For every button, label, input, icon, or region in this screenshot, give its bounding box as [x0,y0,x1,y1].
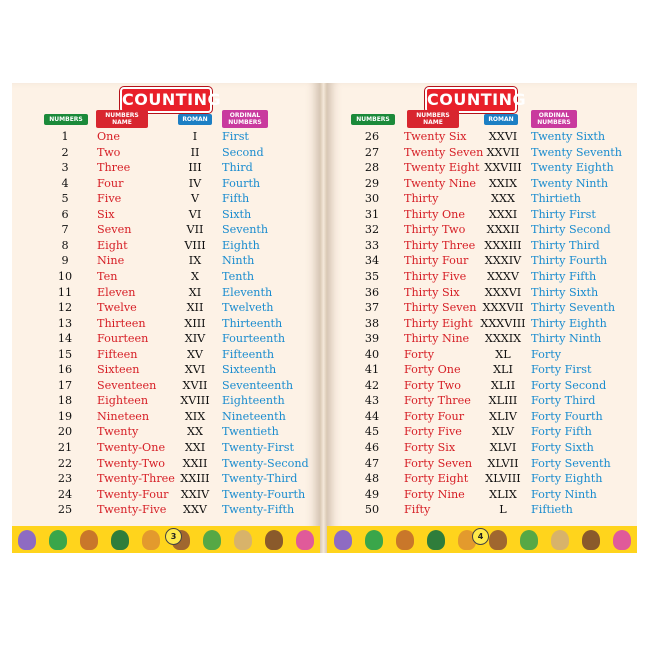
ordinal-cell: Forty [531,347,562,361]
number-name-cell: Sixteen [97,363,140,377]
ordinal-cell: Sixth [222,207,252,221]
number-cell: 43 [364,394,380,408]
number-cell: 21 [57,441,73,454]
ordinal-cell: Forty Sixth [531,441,594,454]
parrot-icon [49,530,67,550]
table-row [327,300,637,316]
number-name-cell: One [97,130,120,143]
table-row [327,502,637,518]
ordinal-cell: Forty Fifth [531,425,592,439]
ordinal-cell: Thirty Third [531,238,600,252]
number-name-cell: Eighteen [97,394,149,408]
butterfly-icon [613,530,631,550]
table-row [12,238,320,254]
dinosaur-icon [18,530,36,550]
roman-cell: XVIII [180,394,210,408]
ordinal-cell: First [222,130,249,143]
number-name-cell: Thirty Six [404,285,460,299]
number-name-cell: Thirty Five [404,269,467,283]
number-name-cell: Two [97,145,121,159]
numbers-header: NUMBERS [44,114,88,125]
ordinal-cell: Eleventh [222,285,273,299]
number-cell: 46 [364,441,380,454]
table-row [12,191,320,207]
lion-icon [396,530,414,550]
number-cell: 7 [61,223,69,237]
roman-cell: XXXIII [484,238,522,252]
table-row [327,409,637,425]
number-cell: 28 [364,161,380,175]
number-name-cell: Forty [404,347,435,361]
table-row [327,176,637,192]
roman-cell: XXIX [488,176,518,190]
parrot-icon [365,530,383,550]
table-row [327,440,637,456]
number-name-cell: Eleven [97,285,136,299]
peacock-icon [111,530,129,550]
ordinal-cell: Twenty Sixth [531,130,606,143]
lion-icon [80,530,98,550]
ordinal-cell: Forty Second [531,378,607,392]
roman-cell: XXVIII [484,161,522,175]
roman-cell: II [190,145,200,159]
number-name-cell: Forty Nine [404,487,465,501]
roman-cell: IV [188,176,202,190]
table-row [12,129,320,145]
table-row [327,456,637,472]
roman-cell: VII [186,223,204,237]
ordinal-cell: Twelveth [222,301,274,315]
ordinal-cell: Thirty Ninth [531,332,602,346]
number-name-cell: Eight [97,238,128,252]
number-name-cell: Thirty Four [404,254,469,268]
crocodile-icon [520,530,538,550]
table-row [12,471,320,487]
number-name-cell: Thirty Two [404,223,466,237]
roman-cell: XLIV [489,409,517,423]
table-row [327,393,637,409]
table-row [327,316,637,332]
table-row [12,424,320,440]
page-number: 4 [472,528,489,545]
number-name-cell: Forty Five [404,425,462,439]
ordinal-cell: Twenty-Second [222,456,309,470]
numbers-name-header: NUMBERS NAME [407,110,459,128]
number-name-cell: Five [97,192,122,206]
roman-cell: XVII [182,378,208,392]
table-row [327,129,637,145]
table-row [327,424,637,440]
number-name-cell: Thirty One [404,207,465,221]
table-row [327,222,637,238]
table-row [327,378,637,394]
roman-cell: XV [186,347,204,361]
number-cell: 50 [364,503,380,517]
roman-cell: XLVIII [485,472,521,486]
number-name-cell: Twenty [97,425,139,439]
number-name-cell: Forty Eight [404,472,469,486]
number-name-cell: Seventeen [97,378,157,392]
ordinal-cell: Thirty Eighth [531,316,607,330]
number-cell: 4 [61,176,69,190]
number-cell: 1 [61,130,69,143]
ordinal-cell: Twentieth [222,425,279,439]
ordinal-cell: Nineteenth [222,409,286,423]
roman-cell: L [499,503,507,517]
ordinal-cell: Ninth [222,254,255,268]
number-name-cell: Seven [97,223,132,237]
number-name-cell: Fifty [404,503,431,517]
ordinal-cell: Thirtieth [531,192,581,206]
ordinal-cell: Second [222,145,264,159]
number-cell: 18 [57,394,73,408]
ordinal-cell: Forty Third [531,394,596,408]
number-cell: 35 [364,269,380,283]
number-name-cell: Forty Six [404,441,456,454]
ordinal-cell: Forty First [531,363,592,377]
roman-cell: XXVI [488,130,518,143]
number-cell: 15 [57,347,73,361]
number-name-cell: Twenty-Two [97,456,166,470]
ordinal-cell: Thirty Seventh [531,301,616,315]
number-cell: 47 [364,456,380,470]
table-row [327,238,637,254]
roman-cell: XI [188,285,202,299]
number-name-cell: Thirty Eight [404,316,473,330]
roman-cell: XIII [184,316,206,330]
number-cell: 23 [57,472,73,486]
number-cell: 32 [364,223,380,237]
number-cell: 33 [364,238,380,252]
left-page [12,83,320,553]
bear-icon [582,530,600,550]
roman-cell: XXXV [487,269,519,283]
table-row [327,331,637,347]
table-row [12,378,320,394]
table-row [12,145,320,161]
ordinal-cell: Forty Eighth [531,472,603,486]
ordinal-cell: Eighteenth [222,394,285,408]
table-row [12,440,320,456]
number-name-cell: Twenty-Three [97,472,175,486]
roman-cell: XXXII [486,223,520,237]
number-name-cell: Twenty-One [97,441,166,454]
number-name-cell: Nine [97,254,125,268]
cow-icon [234,530,252,550]
table-row [12,502,320,518]
roman-cell: XLIX [489,487,517,501]
roman-cell: XXII [182,456,208,470]
number-cell: 19 [57,409,73,423]
number-cell: 10 [57,269,73,283]
table-row [12,300,320,316]
number-cell: 25 [57,503,73,517]
table-row [12,456,320,472]
number-cell: 11 [57,285,73,299]
bear-icon [265,530,283,550]
number-name-cell: Thirty Three [404,238,476,252]
roman-cell: XL [495,347,511,361]
number-cell: 16 [57,363,73,377]
roman-cell: XLVII [487,456,519,470]
number-cell: 13 [57,316,73,330]
roman-cell: VI [188,207,202,221]
table-row [12,409,320,425]
right-page [327,83,637,553]
roman-cell: XXVII [486,145,520,159]
table-row [12,285,320,301]
table-row [12,347,320,363]
number-name-cell: Forty Three [404,394,471,408]
ordinal-cell: Twenty Seventh [531,145,622,159]
ordinal-cell: Thirty Sixth [531,285,599,299]
table-row [327,145,637,161]
number-name-cell: Forty Seven [404,456,473,470]
number-name-cell: Thirteen [97,316,146,330]
number-name-cell: Six [97,207,115,221]
roman-cell: XLII [490,378,516,392]
ordinal-cell: Sixteenth [222,363,277,377]
number-cell: 49 [364,487,380,501]
table-row [327,269,637,285]
roman-cell: IX [188,254,202,268]
crocodile-icon [203,530,221,550]
table-row [327,160,637,176]
table-row [12,487,320,503]
roman-cell: V [190,192,200,206]
roman-cell: XXXIV [484,254,522,268]
table-row [12,331,320,347]
roman-cell: XXIV [180,487,210,501]
ordinal-cell: Seventh [222,223,269,237]
number-cell: 27 [364,145,380,159]
roman-cell: VIII [184,238,206,252]
table-row [327,487,637,503]
number-cell: 37 [364,301,380,315]
roman-cell: XLV [491,425,515,439]
table-row [327,207,637,223]
ordinal-cell: Seventeenth [222,378,294,392]
ordinal-cell: Fourth [222,176,261,190]
ordinal-cell: Thirteenth [222,316,283,330]
table-row [12,362,320,378]
ordinal-cell: Fourteenth [222,332,286,346]
table-row [327,191,637,207]
numbers-header: NUMBERS [351,114,395,125]
number-name-cell: Fifteen [97,347,138,361]
page-number: 3 [165,528,182,545]
number-name-cell: Twenty Seven [404,145,484,159]
roman-cell: XVI [184,363,206,377]
ordinal-cell: Tenth [222,269,255,283]
number-name-cell: Thirty [404,192,439,206]
ordinal-cell: Fifth [222,192,250,206]
table-row [12,207,320,223]
table-row [12,253,320,269]
roman-cell: XX [187,425,203,439]
table-row [327,362,637,378]
table-row [12,393,320,409]
roman-cell: XLI [493,363,513,377]
number-cell: 9 [61,254,69,268]
book-spine [320,83,327,553]
number-name-cell: Forty Four [404,409,465,423]
ordinal-cell: Thirty Fourth [531,254,608,268]
number-cell: 2 [61,145,69,159]
ordinal-cell: Twenty Eighth [531,161,614,175]
roman-cell: XXIII [180,472,210,486]
roman-cell: III [188,161,202,175]
number-cell: 44 [364,409,380,423]
roman-cell: XLVI [489,441,517,454]
number-name-cell: Fourteen [97,332,149,346]
roman-cell: XXXVI [484,285,522,299]
table-row [327,347,637,363]
table-row [12,160,320,176]
roman-cell: XLIII [488,394,518,408]
page-title: COUNTING [425,87,517,113]
cow-icon [551,530,569,550]
roman-cell: XXX [491,192,515,206]
peacock-icon [427,530,445,550]
page-title: COUNTING [120,87,212,113]
number-name-cell: Twenty Six [404,130,467,143]
table-row [327,471,637,487]
roman-header: ROMAN [484,114,518,125]
table-row [12,222,320,238]
number-cell: 26 [364,130,380,143]
roman-header: ROMAN [178,114,212,125]
number-cell: 40 [364,347,380,361]
dinosaur-icon [334,530,352,550]
number-cell: 14 [57,332,73,346]
number-cell: 8 [61,238,69,252]
roman-cell: XII [186,301,204,315]
table-row [327,285,637,301]
number-cell: 36 [364,285,380,299]
numbers-name-header: NUMBERS NAME [96,110,148,128]
number-cell: 20 [57,425,73,439]
roman-cell: XIX [184,409,206,423]
roman-cell: XXXVII [482,301,524,315]
roman-cell: XXI [184,441,206,454]
number-cell: 34 [364,254,380,268]
number-cell: 31 [364,207,380,221]
ordinal-cell: Third [222,161,253,175]
ordinal-cell: Thirty Fifth [531,269,597,283]
number-cell: 41 [364,363,380,377]
number-cell: 38 [364,316,380,330]
number-cell: 5 [61,192,69,206]
table-row [327,253,637,269]
number-name-cell: Twenty Nine [404,176,477,190]
number-name-cell: Three [97,161,131,175]
ordinal-cell: Twenty-Fourth [222,487,306,501]
number-name-cell: Thirty Nine [404,332,470,346]
number-cell: 39 [364,332,380,346]
table-row [12,176,320,192]
number-name-cell: Twelve [97,301,137,315]
roman-cell: I [192,130,198,143]
number-name-cell: Forty Two [404,378,461,392]
number-cell: 6 [61,207,69,221]
tiger-icon [142,530,160,550]
number-cell: 3 [61,161,69,175]
number-cell: 45 [364,425,380,439]
table-row [12,316,320,332]
number-cell: 24 [57,487,73,501]
number-cell: 12 [57,301,73,315]
number-name-cell: Twenty-Five [97,503,167,517]
roman-cell: XXXI [488,207,518,221]
number-name-cell: Nineteen [97,409,150,423]
butterfly-icon [296,530,314,550]
number-name-cell: Ten [97,269,118,283]
number-cell: 42 [364,378,380,392]
number-cell: 30 [364,192,380,206]
ordinal-cell: Fifteenth [222,347,275,361]
roman-cell: X [191,269,199,283]
ordinal-cell: Forty Seventh [531,456,611,470]
roman-cell: XIV [184,332,206,346]
ordinal-cell: Twenty Ninth [531,176,609,190]
ordinal-cell: Forty Fourth [531,409,603,423]
number-name-cell: Four [97,176,124,190]
number-name-cell: Forty One [404,363,461,377]
ordinal-cell: Forty Ninth [531,487,597,501]
table-row [12,269,320,285]
ordinal-cell: Fiftieth [531,503,573,517]
ordinal-cell: Thirty Second [531,223,611,237]
ordinal-cell: Twenty-First [222,441,294,454]
ordinal-numbers-header: ORDINAL NUMBERS [531,110,577,128]
number-cell: 17 [57,378,73,392]
ordinal-cell: Eighth [222,238,260,252]
number-cell: 48 [364,472,380,486]
number-name-cell: Twenty Eight [404,161,480,175]
number-cell: 22 [57,456,73,470]
number-name-cell: Twenty-Four [97,487,169,501]
number-cell: 29 [364,176,380,190]
ordinal-numbers-header: ORDINAL NUMBERS [222,110,268,128]
ordinal-cell: Twenty-Fifth [222,503,295,517]
monkey-icon [489,530,507,550]
roman-cell: XXV [182,503,207,517]
ordinal-cell: Twenty-Third [222,472,298,486]
roman-cell: XXXIX [484,332,522,346]
number-name-cell: Thirty Seven [404,301,477,315]
roman-cell: XXXVIII [480,316,526,330]
ordinal-cell: Thirty First [531,207,596,221]
